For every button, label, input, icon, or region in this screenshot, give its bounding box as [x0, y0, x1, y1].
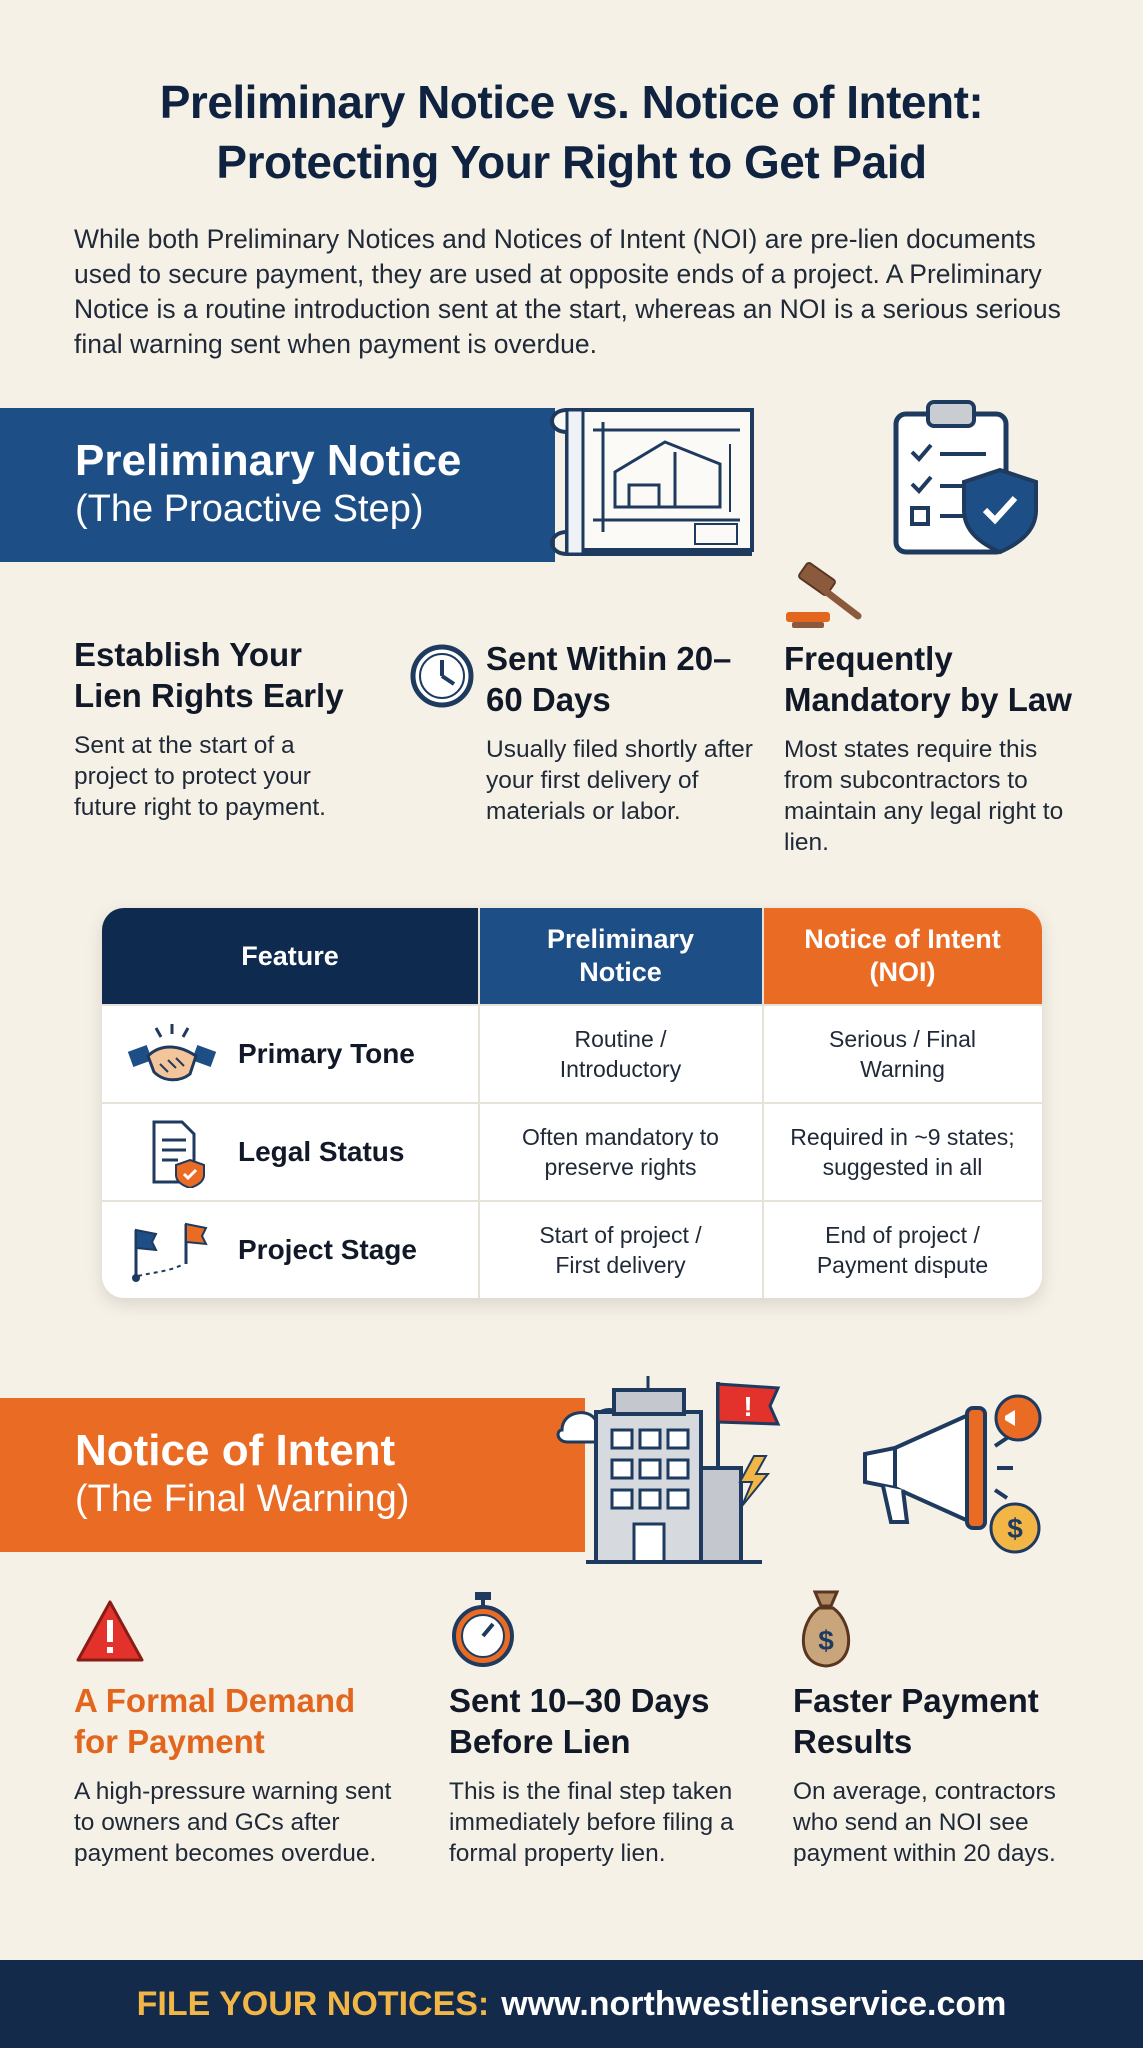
row-preliminary-text: Start of project / First delivery: [539, 1222, 702, 1278]
feature-text: A high-pressure warning sent to owners and GCs after payment becomes overdue.: [74, 1778, 392, 1867]
table-header: [102, 908, 1042, 1004]
noi-banner: [0, 1398, 585, 1552]
row-preliminary-text: Often mandatory to preserve rights: [522, 1124, 719, 1180]
row-feature: Legal Status: [238, 1136, 405, 1167]
warning-icon: [74, 1598, 146, 1664]
preliminary-banner: [0, 408, 555, 562]
header-preliminary-label: Preliminary Notice: [546, 924, 695, 987]
table-row: [102, 1200, 1042, 1298]
feature-title: Establish Your Lien Rights Early: [74, 636, 344, 714]
svg-text:$: $: [1007, 1513, 1023, 1544]
page-title: [40, 72, 1103, 192]
row-noi-text: Serious / Final Warning: [828, 1026, 976, 1082]
feature-title: Faster Payment Results: [793, 1682, 1039, 1760]
noi-banner-subtitle: (The Final Warning): [75, 1478, 410, 1520]
row-feature: Primary Tone: [238, 1038, 415, 1069]
feature-title: Sent 10–30 Days Before Lien: [449, 1682, 710, 1760]
megaphone-icon: [855, 1388, 1047, 1560]
header-noi-label: Notice of Intent (NOI): [804, 924, 1001, 987]
feature-text: Sent at the start of a project to protect your future right to payment.: [74, 732, 326, 821]
clipboard-checklist-icon: [888, 392, 1048, 562]
feature-formal-demand: [74, 1680, 394, 1869]
blueprint-icon: [545, 392, 760, 562]
footer-url-link[interactable]: www.northwestlienservice.com: [501, 1984, 1007, 2023]
clock-icon: [408, 642, 476, 710]
preliminary-banner-title: Preliminary Notice: [75, 436, 462, 485]
feature-faster-payment: [793, 1680, 1093, 1869]
row-noi-text: Required in ~9 states; suggested in all: [790, 1124, 1015, 1180]
feature-text: On average, contractors who send an NOI see payment within 20 days.: [793, 1778, 1056, 1867]
comparison-table: [102, 908, 1042, 1298]
column-divider: [478, 908, 480, 1298]
svg-text:$: $: [818, 1625, 834, 1656]
row-preliminary-text: Routine / Introductory: [559, 1026, 682, 1082]
noi-banner-title: Notice of Intent: [75, 1426, 396, 1475]
header-noi: [763, 908, 1042, 1004]
header-preliminary: [479, 908, 762, 1004]
row-feature: Project Stage: [238, 1234, 417, 1265]
money-bag-icon: [793, 1588, 859, 1670]
row-noi: [763, 1104, 1042, 1200]
stopwatch-icon: [449, 1590, 517, 1670]
building-flag-icon: [556, 1372, 792, 1568]
row-noi: [763, 1006, 1042, 1102]
title-line-1: Preliminary Notice vs. Notice of Intent:: [159, 76, 984, 128]
feature-title: A Formal Demand for Payment: [74, 1682, 356, 1760]
feature-title: Frequently Mandatory by Law: [784, 640, 1072, 718]
feature-text: Usually filed shortly after your first delivery of materials or labor.: [486, 736, 753, 825]
row-noi: [763, 1202, 1042, 1298]
table-row: [102, 1004, 1042, 1102]
feature-text: This is the final step taken immediately before filing a formal property lien.: [449, 1778, 734, 1867]
row-preliminary: [479, 1006, 762, 1102]
intro-paragraph: While both Preliminary Notices and Notices of Intent (NOI) are pre-lien documents used to secure payment, they are used at opposite ends of a project. A Preliminary Notice is a routine introduction sent at the start, whereas an NOI is a serious serious final warning sent when payment is overdue.: [74, 224, 1061, 359]
feature-title: Sent Within 20–60 Days: [486, 640, 732, 718]
feature-sent-within-days: [486, 638, 756, 827]
title-line-2: Protecting Your Right to Get Paid: [216, 136, 927, 188]
feature-text: Most states require this from subcontractors to maintain any legal right to lien.: [784, 736, 1064, 856]
table-row: [102, 1102, 1042, 1200]
row-preliminary: [479, 1104, 762, 1200]
feature-establish-lien-rights: [74, 634, 374, 823]
row-preliminary: [479, 1202, 762, 1298]
preliminary-banner-subtitle: (The Proactive Step): [75, 488, 424, 530]
footer-label: FILE YOUR NOTICES:: [136, 1984, 490, 2023]
feature-mandatory-by-law: [784, 638, 1084, 858]
svg-text:!: !: [743, 1391, 753, 1422]
gavel-icon: [782, 560, 868, 632]
feature-sent-before-lien: [449, 1680, 749, 1869]
header-feature: Feature: [102, 908, 478, 1004]
column-divider: [762, 908, 764, 1298]
footer-bar: [0, 1960, 1143, 2048]
row-noi-text: End of project / Payment dispute: [816, 1222, 989, 1278]
